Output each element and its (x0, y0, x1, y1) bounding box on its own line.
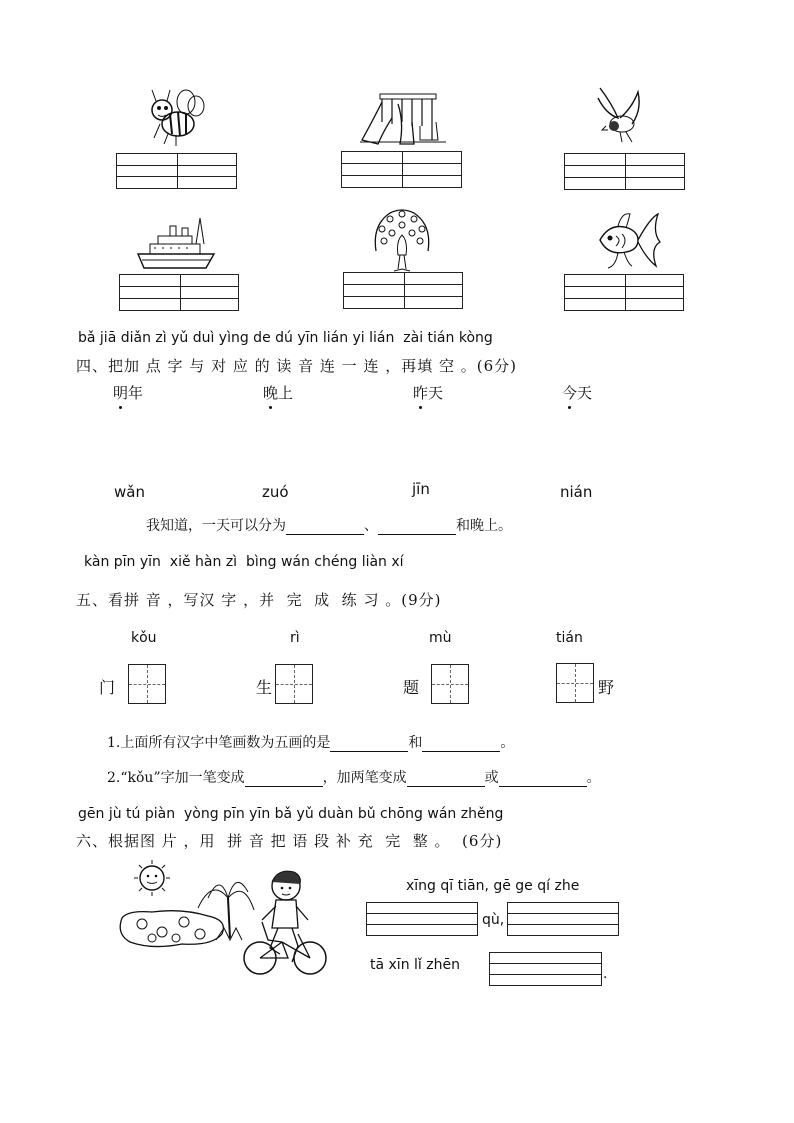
section6-line1: xīng qī tiān, gē ge qí zhe (406, 878, 580, 894)
answer-lines-1[interactable] (366, 902, 478, 936)
section5-question1 (107, 732, 514, 752)
answer-lines-2[interactable] (507, 902, 619, 936)
dotted-char: 晚 (263, 384, 279, 402)
answer-grid-eagle[interactable] (564, 153, 685, 190)
dotted-char: 今 (562, 384, 578, 402)
curtain-picture (358, 92, 448, 146)
section6-pinyin-line: gēn jù tú piàn yòng pīn yīn bǎ yǔ duàn bǔ chōng wán zhěng (78, 806, 504, 822)
reading-jin[interactable]: jīn (412, 480, 430, 498)
answer-blank[interactable] (499, 772, 587, 787)
peacock-picture (370, 205, 434, 273)
pinyin-mu: mù (429, 630, 452, 646)
reading-nian[interactable]: nián (560, 483, 593, 501)
answer-blank[interactable] (286, 520, 364, 535)
word-zuotian (413, 382, 443, 403)
boy-cycling-picture (112, 858, 330, 984)
question-part: ，加两笔变成 (322, 770, 407, 786)
reading-wan[interactable]: wǎn (114, 483, 145, 501)
question-part: 或 (484, 770, 499, 786)
section5-question2 (107, 767, 601, 787)
section4-heading: 四、把加 点 字 与 对 应 的 读 音 连 一 连 ，再填 空 。(6分) (76, 357, 518, 375)
answer-lines-3[interactable] (489, 952, 602, 986)
writing-box-tian[interactable] (556, 663, 594, 703)
writing-box-kou[interactable] (128, 664, 166, 704)
ship-picture (134, 214, 218, 272)
writing-box-ri[interactable] (275, 664, 313, 704)
answer-grid-curtain[interactable] (341, 151, 462, 188)
section6-line3: tā xīn lǐ zhēn (370, 957, 460, 973)
answer-grid-bee[interactable] (116, 153, 237, 189)
char-sheng: 生 (256, 678, 273, 697)
answer-grid-peacock[interactable] (343, 272, 463, 309)
section6-period: . (603, 966, 608, 982)
answer-blank[interactable] (245, 772, 323, 787)
goldfish-picture (594, 208, 662, 272)
dotted-char: 明 (113, 384, 129, 402)
word-wanshang (263, 382, 293, 403)
question-part: 。 (500, 735, 515, 751)
pinyin-kou: kǒu (131, 630, 157, 646)
section5-pinyin-line: kàn pīn yīn xiě hàn zì bìng wán chéng liàn xí (84, 554, 404, 570)
writing-box-mu[interactable] (431, 664, 469, 704)
section6-heading: 六、根据图 片 ，用 拼 音 把 语 段 补 充 完 整 。 (6分) (76, 832, 503, 850)
word-mingnian (113, 382, 143, 403)
section4-pinyin-line: bǎ jiā diǎn zì yǔ duì yìng de dú yīn lián yi lián zài tián kòng (78, 330, 493, 346)
section6-qu: qù, (482, 912, 505, 928)
pinyin-ri: rì (290, 630, 300, 646)
answer-grid-goldfish[interactable] (564, 274, 684, 311)
sentence-part: 、 (364, 518, 378, 534)
reading-zuo[interactable]: zuó (262, 483, 289, 501)
bee-picture (140, 84, 210, 148)
char-ye: 野 (598, 678, 615, 697)
answer-blank[interactable] (378, 520, 456, 535)
char-ti: 题 (403, 678, 420, 697)
word-rest: 上 (278, 384, 294, 402)
word-rest: 天 (428, 384, 444, 402)
word-rest: 年 (128, 384, 144, 402)
question-part: 和 (408, 735, 423, 751)
answer-grid-ship[interactable] (119, 274, 239, 311)
word-rest: 天 (577, 384, 593, 402)
answer-blank[interactable] (407, 772, 485, 787)
dotted-char: 昨 (413, 384, 429, 402)
char-men: 门 (99, 678, 116, 697)
question-part: 1.上面所有汉字中笔画数为五画的是 (107, 735, 331, 751)
sentence-part: 我知道，一天可以分为 (146, 518, 286, 534)
sentence-part: 和晚上。 (456, 518, 512, 534)
section5-heading: 五、看拼 音 ，写汉 字 ，并 完 成 练 习 。(9分) (76, 591, 442, 609)
question-part: 。 (586, 770, 601, 786)
answer-blank[interactable] (422, 737, 500, 752)
word-jintian (562, 382, 592, 403)
eagle-picture (592, 84, 648, 148)
question-part: 2.“kǒu”字加一笔变成 (107, 770, 245, 786)
answer-blank[interactable] (330, 737, 408, 752)
section4-fill-sentence (146, 515, 512, 535)
pinyin-tian: tián (556, 630, 583, 646)
